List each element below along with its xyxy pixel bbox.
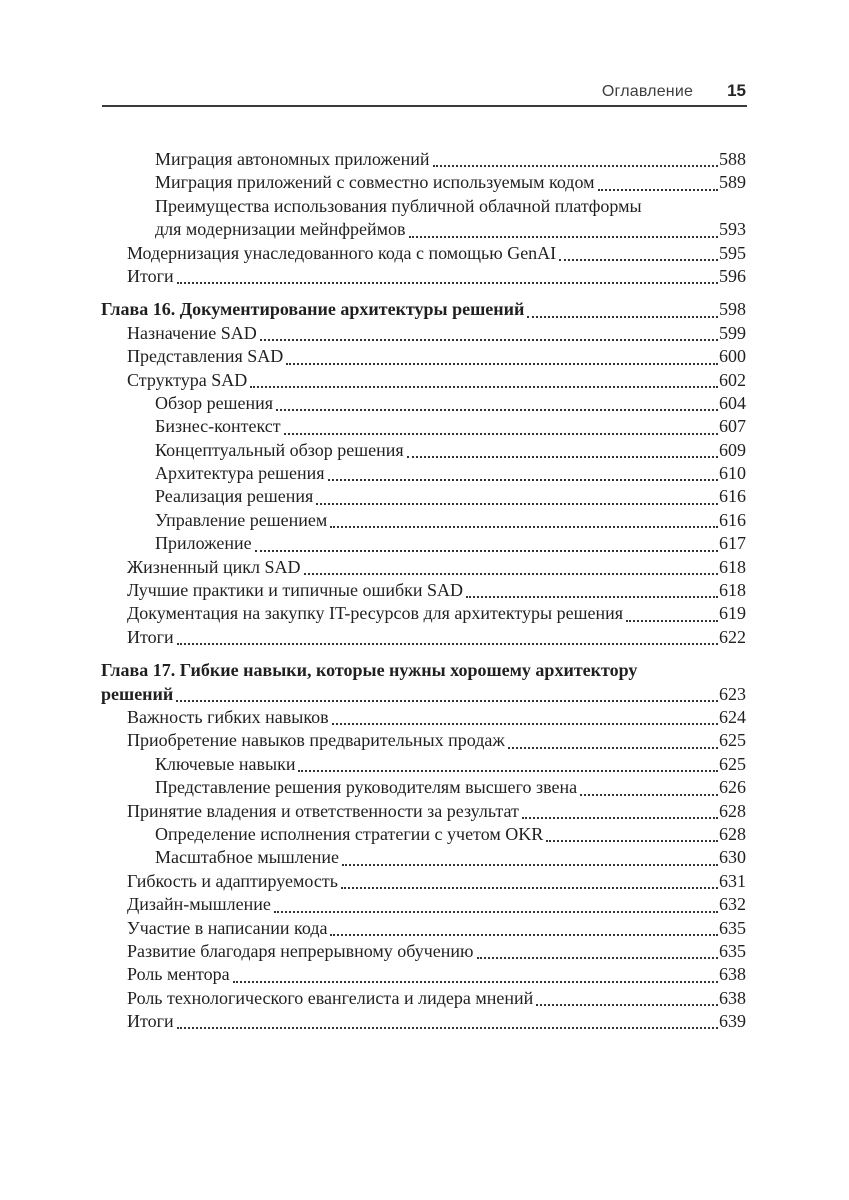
- toc-entry: [101, 823, 746, 846]
- toc-entry: [101, 171, 746, 194]
- toc-entry-title: Ключевые навыки: [155, 753, 296, 774]
- dot-leader: [301, 556, 720, 579]
- toc-entry-page: 593: [719, 219, 746, 240]
- toc-entry: [101, 556, 746, 579]
- dot-leader: [325, 462, 720, 485]
- toc-entry: [101, 940, 746, 963]
- toc-entry-title: Преимущества использования публичной облачной платформы: [155, 195, 642, 216]
- toc-entry-title: Глава 16. Документирование архитектуры решений: [101, 299, 525, 320]
- toc-entry: [101, 392, 746, 415]
- toc-entry-title: Итоги: [127, 265, 174, 286]
- toc-entry: [101, 439, 746, 462]
- toc-entry-page: 624: [719, 706, 746, 727]
- toc-entry-title: Участие в написании кода: [127, 917, 328, 938]
- dot-leader: [519, 800, 719, 823]
- toc-entry-title: Итоги: [127, 626, 174, 647]
- toc-entry: [101, 242, 746, 265]
- toc-entry-title: Роль технологического евангелиста и лидера мнений: [127, 987, 534, 1008]
- toc-entry-title: Жизненный цикл SAD: [127, 556, 301, 577]
- toc-entry-page: 607: [719, 416, 746, 437]
- toc-entry-title: Принятие владения и ответственности за результат: [127, 800, 519, 821]
- toc-entry-page: 632: [719, 894, 746, 915]
- dot-leader: [339, 846, 719, 869]
- toc-entry-title: Представление решения руководителям высшего звена: [155, 777, 578, 798]
- dot-leader: [281, 415, 719, 438]
- dot-leader: [329, 706, 719, 729]
- toc-entry: [101, 195, 746, 218]
- toc-entry-page: 626: [719, 777, 746, 798]
- toc-entry-title: Определение исполнения стратегии с учетом OKR: [155, 823, 544, 844]
- dot-leader: [595, 171, 719, 194]
- running-header-page-number: 15: [727, 81, 746, 100]
- toc-entry-page: 602: [719, 369, 746, 390]
- toc-entry-page: 596: [719, 265, 746, 286]
- running-header-title: Оглавление: [601, 83, 694, 100]
- dot-leader: [556, 242, 719, 265]
- dot-leader: [273, 392, 719, 415]
- toc-entry-title: Итоги: [127, 1011, 174, 1032]
- toc-entry: [101, 870, 746, 893]
- toc-entry: [101, 415, 746, 438]
- toc-entry: [101, 369, 746, 392]
- toc-entry-page: 625: [719, 753, 746, 774]
- dot-leader: [313, 485, 719, 508]
- toc-entry-title: Управление решением: [155, 509, 328, 530]
- toc-entry-page: 599: [719, 322, 746, 343]
- toc-entry: [101, 485, 746, 508]
- dot-leader: [295, 753, 719, 776]
- toc-entry-page: 638: [719, 987, 746, 1008]
- toc-entry-page: 616: [719, 486, 746, 507]
- toc-entry-page: 639: [719, 1011, 746, 1032]
- toc-entry: [101, 987, 746, 1010]
- toc-entry-title: Важность гибких навыков: [127, 706, 329, 727]
- dot-leader: [283, 345, 719, 368]
- toc-entry: [101, 345, 746, 368]
- toc-entry-title: Концептуальный обзор решения: [155, 439, 404, 460]
- dot-leader: [257, 322, 719, 345]
- toc-entry-title: Обзор решения: [155, 392, 274, 413]
- dot-leader: [271, 893, 719, 916]
- toc-entry: [101, 846, 746, 869]
- toc-entry: [101, 893, 746, 916]
- toc-entry: [101, 218, 746, 241]
- toc-entry-page: 616: [719, 509, 746, 530]
- toc-entry-title: Масштабное мышление: [155, 847, 339, 868]
- toc-entry: [101, 532, 746, 555]
- toc-entry-page: 588: [719, 149, 746, 169]
- toc-entry-page: 635: [719, 940, 746, 961]
- toc-entry: [101, 729, 746, 752]
- toc-entry: [101, 509, 746, 532]
- toc-entry-page: 619: [719, 603, 746, 624]
- toc-entry-title: Архитектура решения: [155, 463, 325, 484]
- toc-entry: [101, 265, 746, 288]
- toc-entry-page: 618: [719, 556, 746, 577]
- toc-entry-title: Развитие благодаря непрерывному обучению: [127, 940, 474, 961]
- toc-entry-title: Приобретение навыков предварительных продаж: [127, 730, 505, 751]
- toc-entry-page: 625: [719, 730, 746, 751]
- toc-entry: [101, 602, 746, 625]
- toc-entry-title: Назначение SAD: [127, 322, 257, 343]
- toc-entry: [101, 322, 746, 345]
- toc-entry-title: Структура SAD: [127, 369, 248, 390]
- toc-entry-page: 604: [719, 392, 746, 413]
- toc-entry-title: Представления SAD: [127, 346, 284, 367]
- toc-entry: [101, 659, 746, 682]
- toc-entry-page: 631: [719, 870, 746, 891]
- dot-leader: [430, 148, 719, 171]
- dot-leader: [174, 265, 719, 288]
- toc-entry-page: 600: [719, 346, 746, 367]
- dot-leader: [505, 729, 719, 752]
- dot-leader: [252, 532, 719, 555]
- dot-leader: [463, 579, 719, 602]
- toc-entry: [101, 1010, 746, 1033]
- toc-entry-page: 609: [719, 439, 746, 460]
- toc-entry-page: 638: [719, 964, 746, 985]
- toc-entry-page: 618: [719, 580, 746, 601]
- dot-leader: [524, 298, 719, 321]
- toc-entry-title: Дизайн-мышление: [127, 894, 271, 915]
- toc-entry-page: 628: [719, 800, 746, 821]
- dot-leader: [327, 917, 719, 940]
- toc-entry: [101, 776, 746, 799]
- dot-leader: [577, 776, 719, 799]
- toc-entry-title: Реализация решения: [155, 486, 314, 507]
- toc-entry: [101, 683, 746, 706]
- toc-entry: [101, 148, 746, 171]
- toc-entry-title: Миграция приложений с совместно используемым кодом: [155, 172, 595, 193]
- dot-leader: [338, 870, 719, 893]
- toc-entry-page: 623: [719, 683, 746, 704]
- toc-entry-title: Документация на закупку IT-ресурсов для архитектуры решения: [127, 603, 624, 624]
- running-header: [102, 81, 746, 101]
- toc-entry-title: Глава 17. Гибкие навыки, которые нужны хорошему архитектору: [101, 660, 638, 681]
- toc-entry: [101, 800, 746, 823]
- toc-entry: [101, 963, 746, 986]
- toc-entry-page: 630: [719, 847, 746, 868]
- toc-entry-title: решений: [101, 683, 174, 704]
- toc-entry-title: Миграция автономных приложений: [155, 149, 430, 169]
- toc-entry-title: для модернизации мейнфреймов: [155, 219, 406, 240]
- dot-leader: [174, 626, 719, 649]
- toc-entry: [101, 917, 746, 940]
- toc-entry-title: Модернизация унаследованного кода с помощью GenAI: [127, 242, 557, 263]
- toc-entry: [101, 753, 746, 776]
- toc-entry: [101, 626, 746, 649]
- toc-entry-title: Бизнес-контекст: [155, 416, 281, 437]
- toc-entry-page: 628: [719, 823, 746, 844]
- toc-entry: [101, 706, 746, 729]
- dot-leader: [533, 987, 719, 1010]
- dot-leader: [474, 940, 720, 963]
- dot-leader: [404, 439, 719, 462]
- toc-entry-page: 595: [719, 242, 746, 263]
- toc-entry-title: Приложение: [155, 533, 252, 554]
- toc-entry: [101, 298, 746, 321]
- toc-entry-page: 610: [719, 463, 746, 484]
- toc-entry-page: 589: [719, 172, 746, 193]
- dot-leader: [327, 509, 719, 532]
- toc-entry: [101, 579, 746, 602]
- toc-entry-title: Гибкость и адаптируемость: [127, 870, 338, 891]
- toc-entry-page: 598: [719, 299, 746, 320]
- toc: [101, 148, 746, 1033]
- dot-leader: [174, 1010, 719, 1033]
- dot-leader: [173, 683, 719, 706]
- toc-entry-title: Роль ментора: [127, 964, 230, 985]
- dot-leader: [623, 602, 719, 625]
- toc-entry-title: Лучшие практики и типичные ошибки SAD: [127, 580, 464, 601]
- dot-leader: [543, 823, 719, 846]
- header-rule: [102, 105, 747, 107]
- toc-entry-page: 635: [719, 917, 746, 938]
- toc-entry-page: 617: [719, 533, 746, 554]
- dot-leader: [247, 369, 719, 392]
- dot-leader: [230, 963, 719, 986]
- dot-leader: [406, 218, 719, 241]
- toc-entry: [101, 462, 746, 485]
- toc-entry-page: 622: [719, 626, 746, 647]
